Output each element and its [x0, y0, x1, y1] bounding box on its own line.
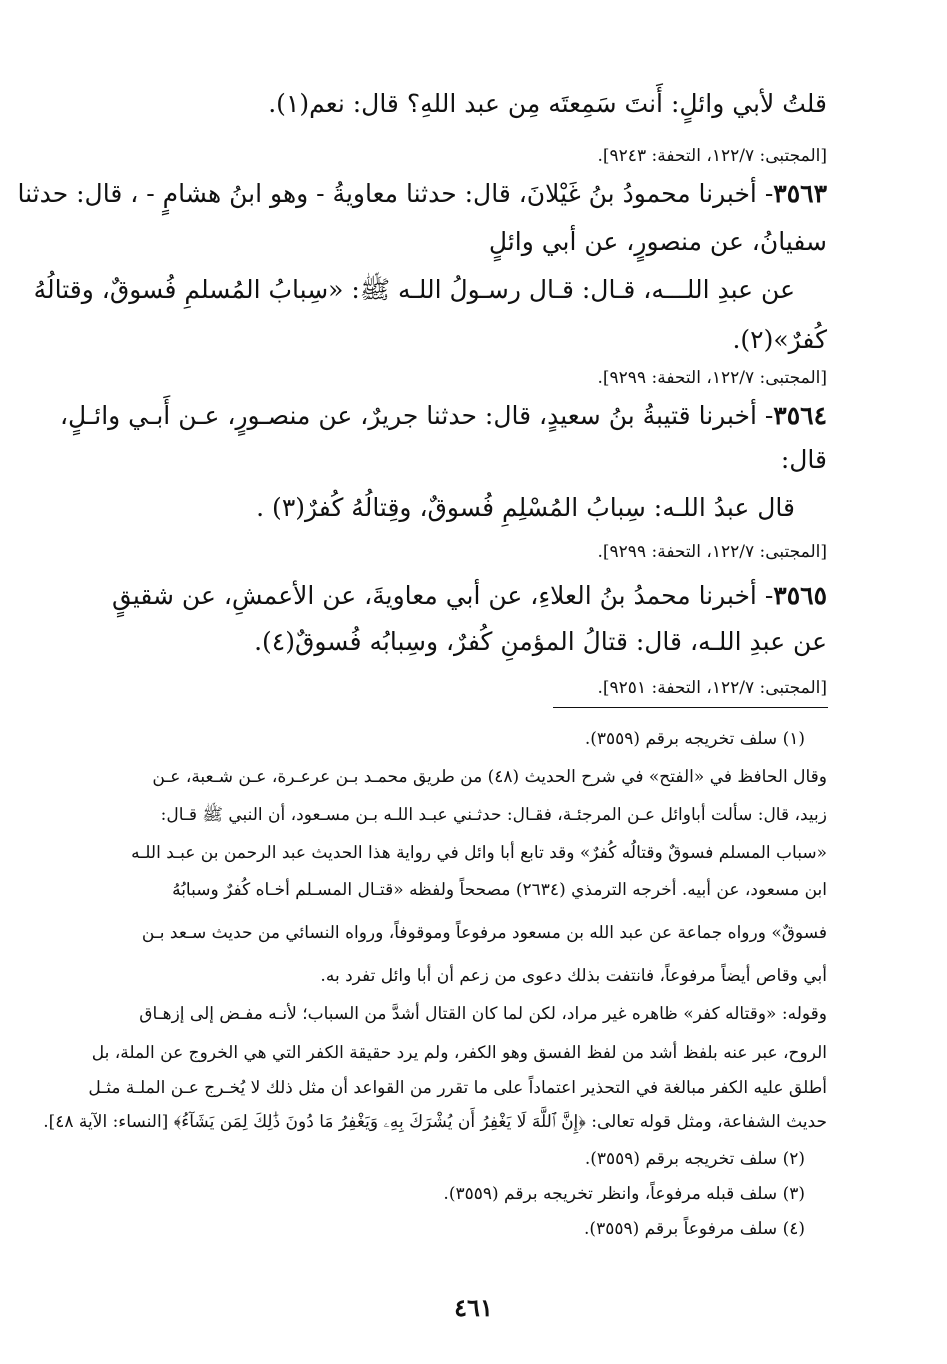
footnote-separator [553, 707, 828, 708]
hadith-3564-line [59, 398, 827, 434]
footnote-1-text: أطلق عليه الكفر مبالغة في التحذير اعتماداً على ما تقرر من القواعد أن مثل ذلك لا يُخـرج عـن الملـة مثـل [88, 1078, 827, 1098]
hadith-3563-line: عن عبدِ اللـــه، قـال: قـال رسـولُ اللـه ﷺ: «سِبابُ المُسلمِ فُسوقٌ، وقتالُهُ [33, 275, 795, 304]
footnote-1-text: فسوقٌ» ورواه جماعة عن عبد الله بن مسعود مرفوعاً وموقوفاً، ورواه النسائي من حديث سـعد بـن [141, 923, 827, 943]
footnote-3: (٣) سلف قبله مرفوعاً، وانظر تخريجه برقم (٣٥٥٩). [443, 1184, 805, 1204]
footnote-1: (١) سلف تخريجه برقم (٣٥٥٩). [584, 729, 805, 749]
source-reference: [المجتبى: ١٢٢/٧، التحفة: ٩٢٩٩]. [597, 542, 827, 562]
hadith-text: - أخبرنا محمدُ بنُ العلاءِ، عن أبي معاويةَ، عن الأعمشِ، عن شقيقٍ [111, 581, 774, 610]
hadith-number: ٣٥٦٣ [773, 179, 827, 208]
source-reference: [المجتبى: ١٢٢/٧، التحفة: ٩٢٤٣]. [597, 146, 827, 166]
footnote-1-text: حديث الشفاعة، ومثل قوله تعالى: ﴿إِنَّ ٱللَّهَ لَا يَغْفِرُ أَن يُشْرَكَ بِهِۦ وَيَغْفِرُ مَا دُونَ ذَٰلِكَ لِمَن يَشَآءُ﴾ [النساء: الآية ٤٨]. [43, 1112, 827, 1132]
hadith-number: ٣٥٦٤ [773, 401, 827, 430]
footnote-1-text: ابن مسعود، عن أبيه. أخرجه الترمذي (٢٦٣٤) مصححاً ولفظه «قتـال المسـلم أخـاه كُفرٌ وسبابُهُ [172, 880, 827, 900]
hadith-3563-line: كُفرٌ»(٢). [732, 325, 827, 354]
source-reference: [المجتبى: ١٢٢/٧، التحفة: ٩٢٩٩]. [597, 368, 827, 388]
footnote-1-text: أبي وقاص أيضاً مرفوعاً، فانتفت بذلك دعوى من زعم أن أبا وائل تفرد به. [320, 966, 827, 986]
footnote-1-text: وقوله: «وقتاله كفر» ظاهره غير مراد، لكن لما كان القتال أشدَّ من السباب؛ لأنـه مفـض إلى إزهـاق [139, 1004, 827, 1024]
hadith-3564-line: قال عبدُ اللـه: سِبابُ المُسْلِمِ فُسوقٌ، وقِتالُهُ كُفرٌ(٣) . [256, 493, 795, 522]
hadith-text: - أخبرنا محمودُ بنُ غَيْلانَ، قال: حدثنا معاويةُ - وهو ابنُ هشامٍ - ، قال: حدثنا [17, 179, 774, 208]
hadith-3565-line: عن عبدِ اللـه، قال: قتالُ المؤمنِ كُفرٌ، وسِبابُه فُسوقٌ(٤). [254, 627, 827, 656]
source-reference: [المجتبى: ١٢٢/٧، التحفة: ٩٢٥١]. [597, 678, 827, 698]
hadith-3564-line: قال: [780, 445, 827, 474]
text-line: قلتُ لأبي وائلٍ: أَنتَ سَمِعتَه مِن عبد اللهِ؟ قال: نعم(١). [268, 89, 827, 118]
hadith-text: - أخبرنا قتيبةُ بنُ سعيدٍ، قال: حدثنا جريرٌ، عن منصـورٍ، عـن أَبـي وائـلٍ، [59, 401, 774, 430]
hadith-3563-line [17, 176, 827, 212]
footnote-1-text: الروح، عبر عنه بلفظ أشد من لفظ الفسق وهو الكفر، ولم يرد حقيقة الكفر التي هي الخروج عن الملة، بل [91, 1043, 827, 1063]
footnote-1-text: وقال الحافظ في «الفتح» في شرح الحديث (٤٨) من طريق محمـد بـن عرعـرة، عـن شـعبة، عـن [152, 767, 827, 787]
footnote-4: (٤) سلف مرفوعاً برقم (٣٥٥٩). [584, 1219, 805, 1239]
hadith-number: ٣٥٦٥ [773, 581, 827, 610]
footnote-1-text: «سباب المسلم فسوقٌ وقتالُه كُفرٌ» وقد تابع أبا وائل في رواية هذا الحديث عبد الرحمن بن عبـد اللـه [131, 843, 827, 863]
hadith-3565-line [111, 578, 827, 614]
footnote-2: (٢) سلف تخريجه برقم (٣٥٥٩). [584, 1149, 805, 1169]
footnote-1-text: زبيد، قال: سألت أباوائل عـن المرجئـة، فقـال: حدثـني عبـد اللـه بـن مسـعود، أن النبي ﷺ قـال: [160, 805, 827, 825]
hadith-3563-line: سفيانُ، عن منصورٍ، عن أبي وائلٍ [488, 227, 827, 256]
page-number: ٤٦١ [454, 1293, 493, 1322]
